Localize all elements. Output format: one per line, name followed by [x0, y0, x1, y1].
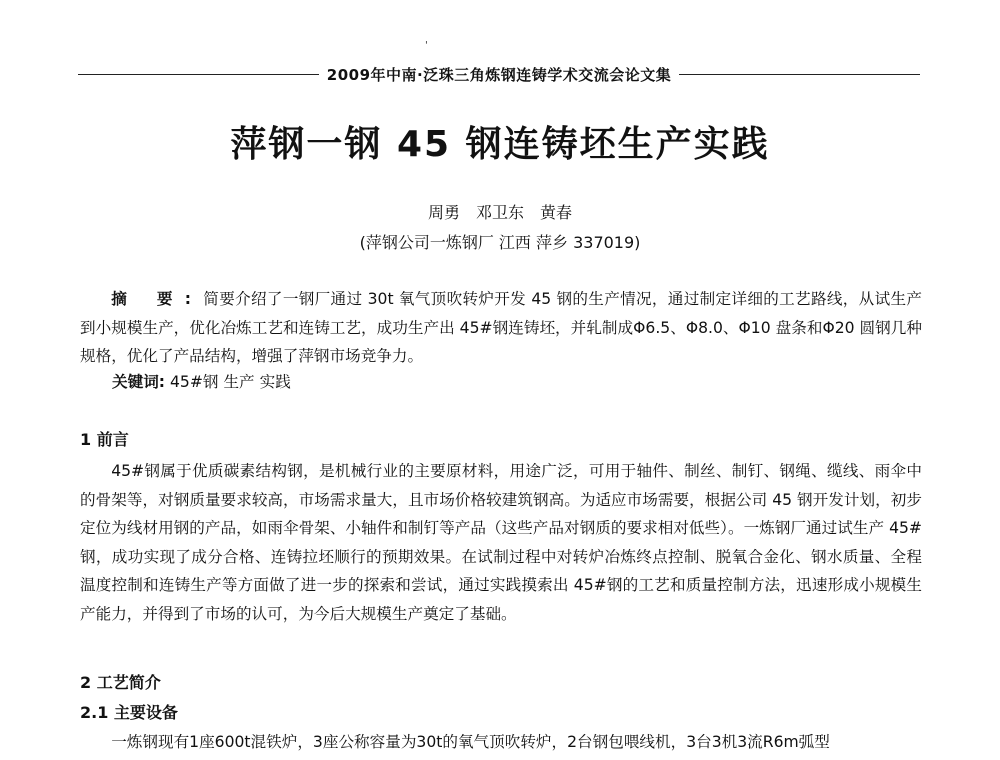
abstract [80, 285, 922, 371]
keywords [112, 370, 291, 392]
abstract-label: 摘 要: [111, 290, 203, 308]
running-header [78, 64, 920, 84]
section-2-1-body: 一炼钢现有1座600t混铁炉，3座公称容量为30t的氧气顶吹转炉，2台钢包喂线机，3台3机3流R6m弧型 [111, 733, 830, 751]
section-2-heading: 2 工艺简介 [80, 673, 161, 692]
abstract-text: 简要介绍了一钢厂通过 30t 氧气顶吹转炉开发 45 钢的生产情况，通过制定详细的工艺路线，从试生产到小规模生产，优化冶炼工艺和连铸工艺，成功生产出 45#钢连铸坯，并轧制成Φ6.5、Φ8.0、Φ10 盘条和Φ20 圆钢几种规格，优化了产品结构，增强了萍钢市场竞争力。 [80, 290, 922, 365]
keywords-label: 关键词: [112, 373, 166, 391]
author-affiliation: (萍钢公司一炼钢厂 江西 萍乡 337019) [359, 233, 641, 252]
scan-speck: ' [425, 40, 428, 51]
keywords-text: 45#钢 生产 实践 [170, 373, 291, 391]
header-rule-left [78, 74, 319, 75]
paper-title: 萍钢一钢 45 钢连铸坯生产实践 [230, 124, 770, 165]
author-list: 周勇 邓卫东 黄春 [427, 203, 572, 222]
section-2-1-heading: 2.1 主要设备 [80, 703, 178, 722]
header-rule-right [679, 74, 920, 75]
section-1-body: 45#钢属于优质碳素结构钢，是机械行业的主要原材料，用途广泛，可用于轴件、制丝、制钉、钢绳、缆线、雨伞中的骨架等，对钢质量要求较高，市场需求量大，且市场价格较建筑钢高。为适应市场需要，根据公司 45 钢开发计划，初步定位为线材用钢的产品，如雨伞骨架、小轴件和制钉等产品（这些产品对钢质的要求相对低些）。一炼钢厂通过试生产 45#钢，成功实现了成分合格、连铸拉坯顺行的预期效果。在试制过程中对转炉冶炼终点控制、脱氧合金化、钢水质量、全程温度控制和连铸生产等方面做了进一步的探索和尝试，通过实践摸索出 45#钢的工艺和质量控制方法，迅速形成小规模生产能力，并得到了市场的认可，为今后大规模生产奠定了基础。 [80, 462, 922, 623]
section-1-heading: 1 前言 [80, 430, 129, 449]
running-header-text: 2009年中南·泛珠三角炼钢连铸学术交流会论文集 [326, 65, 672, 84]
